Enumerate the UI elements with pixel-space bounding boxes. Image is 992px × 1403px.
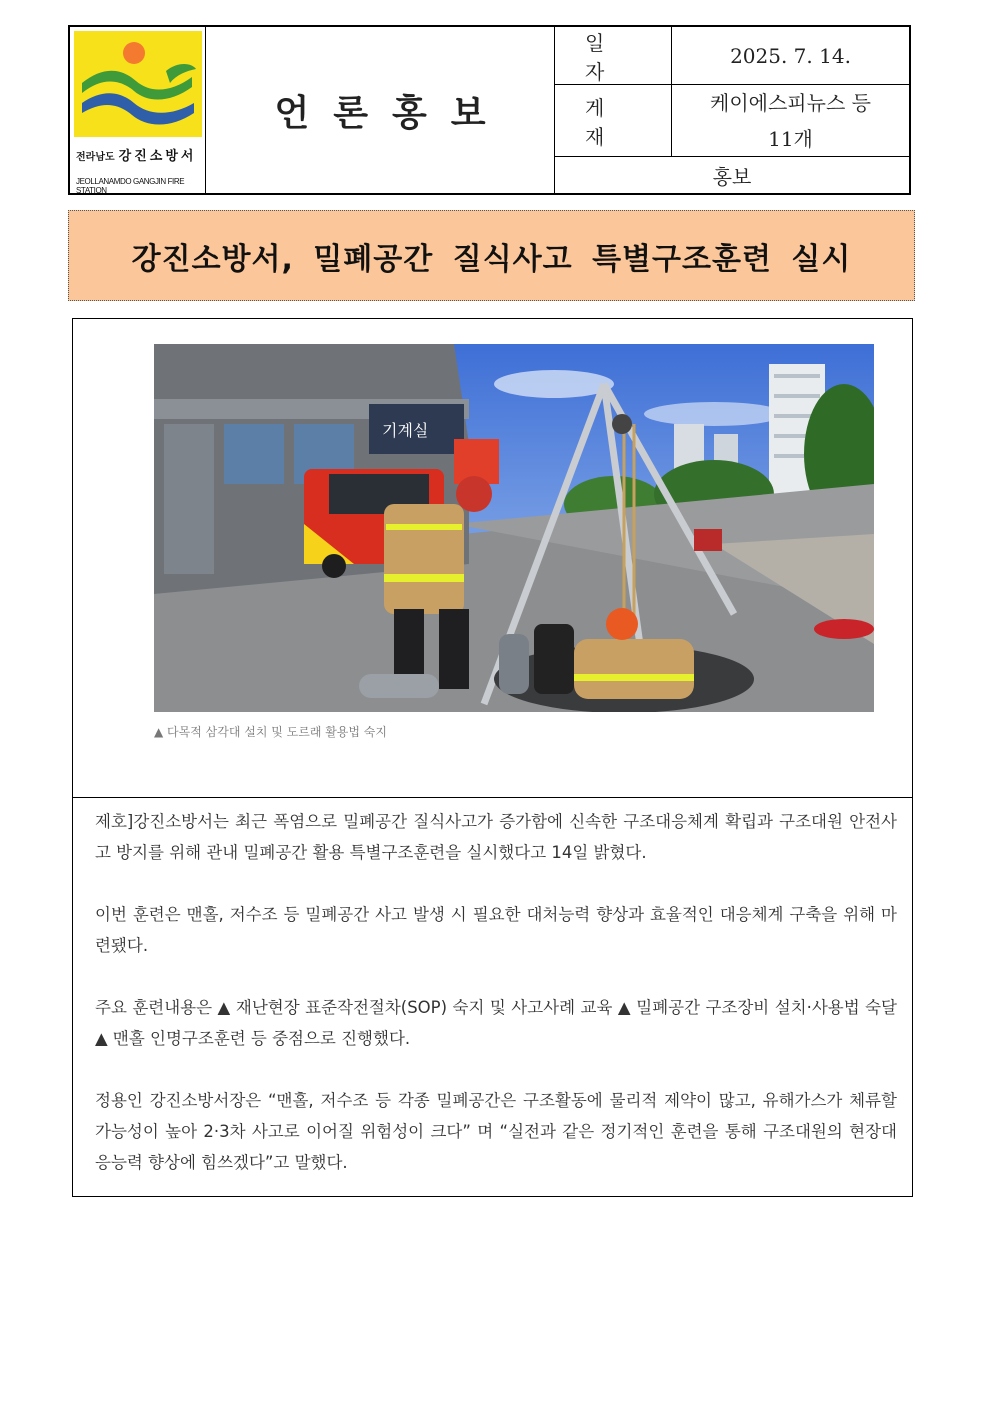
document-title-cell bbox=[206, 27, 555, 193]
article-content bbox=[72, 318, 913, 1197]
body-paragraph: 주요 훈련내용은 ▲ 재난현장 표준작전절차(SOP) 숙지 및 사고사례 교육 ▲ 밀폐공간 구조장비 설치·사용법 숙달 ▲ 맨홀 인명구조훈련 등 중점으로 진행했다. bbox=[95, 998, 897, 1048]
logo-org-english: JEOLLANAMDO GANGJIN FIRE STATION bbox=[76, 177, 185, 195]
photo-caption: ▲ 다목적 삼각대 설치 및 도르래 활용법 숙지 bbox=[154, 725, 387, 739]
fire-station-logo bbox=[74, 31, 202, 137]
publish-value-line1: 케이에스피뉴스 등 bbox=[710, 90, 871, 115]
body-paragraph: 제호]강진소방서는 최근 폭염으로 밀폐공간 질식사고가 증가함에 신속한 구조대응체계 확립과 구조대원 안전사고 방지를 위해 관내 밀폐공간 활용 특별구조훈련을 실시했다고 14일 밝혔다. bbox=[95, 812, 897, 862]
document-title: 언론홍보 bbox=[274, 91, 510, 134]
svg-text:기계실: 기계실 bbox=[382, 421, 429, 440]
category-value: 홍보 bbox=[712, 164, 752, 189]
body-paragraph: 정용인 강진소방서장은 “맨홀, 저수조 등 각종 밀폐공간은 구조활동에 물리적 제약이 많고, 유해가스가 체류할 가능성이 높아 2·3차 사고로 이어질 위험성이 크다” 며 “실전과 같은 정기적인 훈련을 통해 구조대원의 현장대응능력 향상에 힘쓰겠다”고 말했다. bbox=[95, 1091, 897, 1172]
publish-value bbox=[672, 85, 909, 157]
header-table bbox=[68, 25, 911, 195]
date-value: 2025. 7. 14. bbox=[672, 27, 909, 85]
date-label: 일자 bbox=[555, 27, 672, 85]
article-body bbox=[95, 806, 897, 1209]
headline-text: 강진소방서, 밀폐공간 질식사고 특별구조훈련 실시 bbox=[131, 241, 852, 277]
logo-emblem-icon bbox=[74, 31, 202, 137]
logo-org-name: 전라남도 강진소방서 bbox=[76, 149, 197, 164]
photo-section bbox=[73, 319, 912, 798]
logo-cell bbox=[70, 27, 206, 193]
training-photo bbox=[154, 344, 874, 712]
headline-banner bbox=[68, 210, 915, 301]
body-paragraph: 이번 훈련은 맨홀, 저수조 등 밀폐공간 사고 발생 시 필요한 대처능력 향상과 효율적인 대응체계 구축을 위해 마련됐다. bbox=[95, 905, 897, 955]
publish-label: 게재 bbox=[555, 85, 672, 157]
publish-value-line2: 11개 bbox=[768, 126, 813, 151]
